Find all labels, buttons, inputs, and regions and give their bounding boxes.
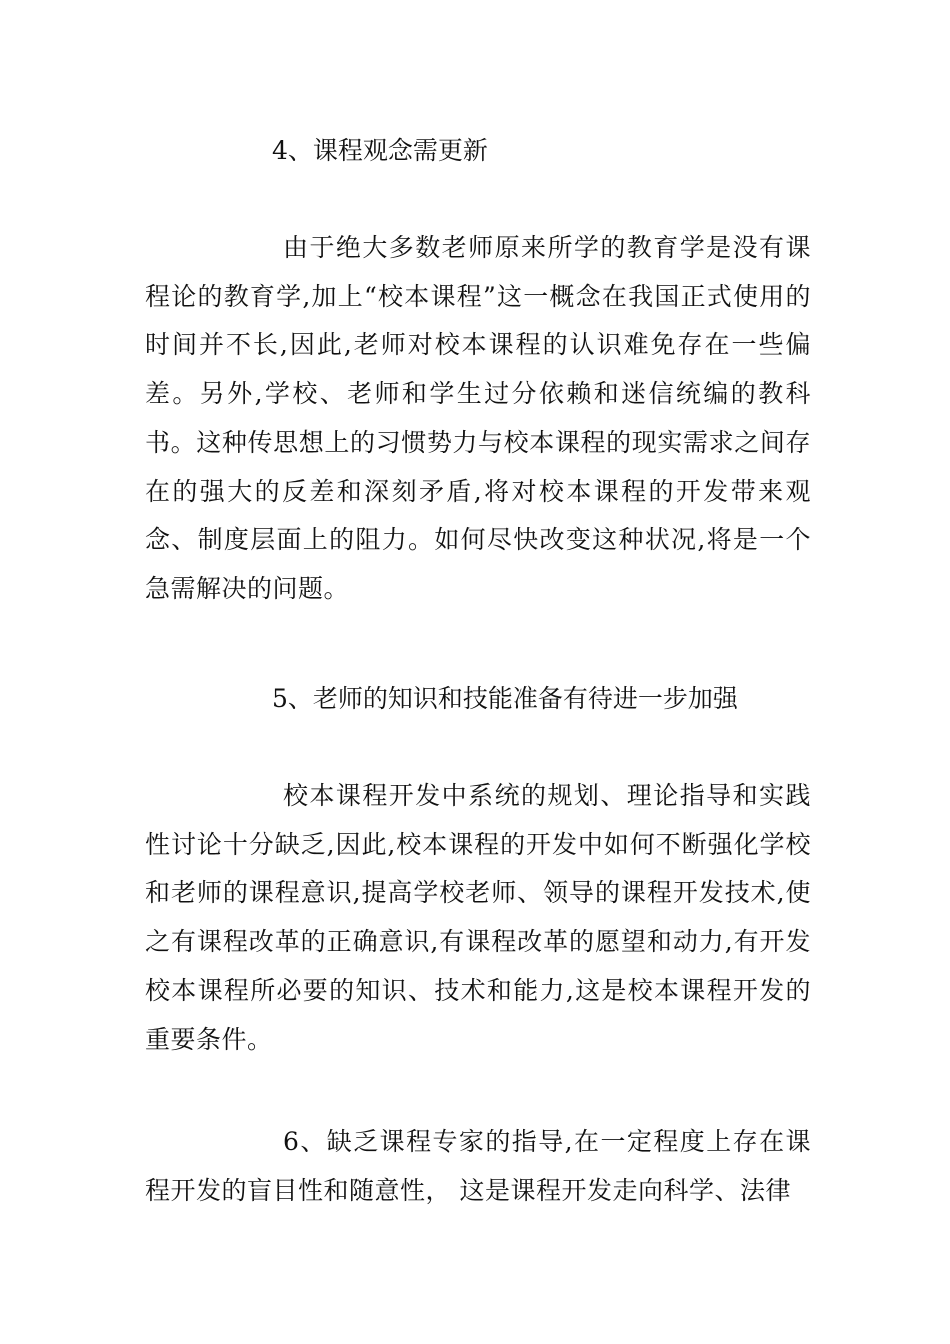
section-paragraph-4: 由于绝大多数老师原来所学的教育学是没有课程论的教育学,加上“校本课程”这一概念在我国正式使用的时间并不长,因此,老师对校本课程的认识难免存在一些偏差。另外,学校、老师和学生过分依赖和迷信统编的教科书。这种传思想上的习惯势力与校本课程的现实需求之间存在的强大的反差和深刻矛盾,将对校本课程的开发带来观念、制度层面上的阻力。如何尽快改变这种状况,将是一个急需解决的问题。 (145, 233, 811, 603)
section-heading-5: 5、老师的知识和技能准备有待进一步加强 (272, 684, 738, 713)
section-paragraph-6: 6、缺乏课程专家的指导,在一定程度上存在课程开发的盲目性和随意性， 这是课程开发走向科学、法律 (145, 1127, 811, 1205)
section-heading-4: 4、课程观念需更新 (272, 136, 488, 165)
section-paragraph-5: 校本课程开发中系统的规划、理论指导和实践性讨论十分缺乏,因此,校本课程的开发中如何不断强化学校和老师的课程意识,提高学校老师、领导的课程开发技术,使之有课程改革的正确意识,有课程改革的愿望和动力,有开发校本课程所必要的知识、技术和能力,这是校本课程开发的重要条件。 (145, 781, 811, 1054)
